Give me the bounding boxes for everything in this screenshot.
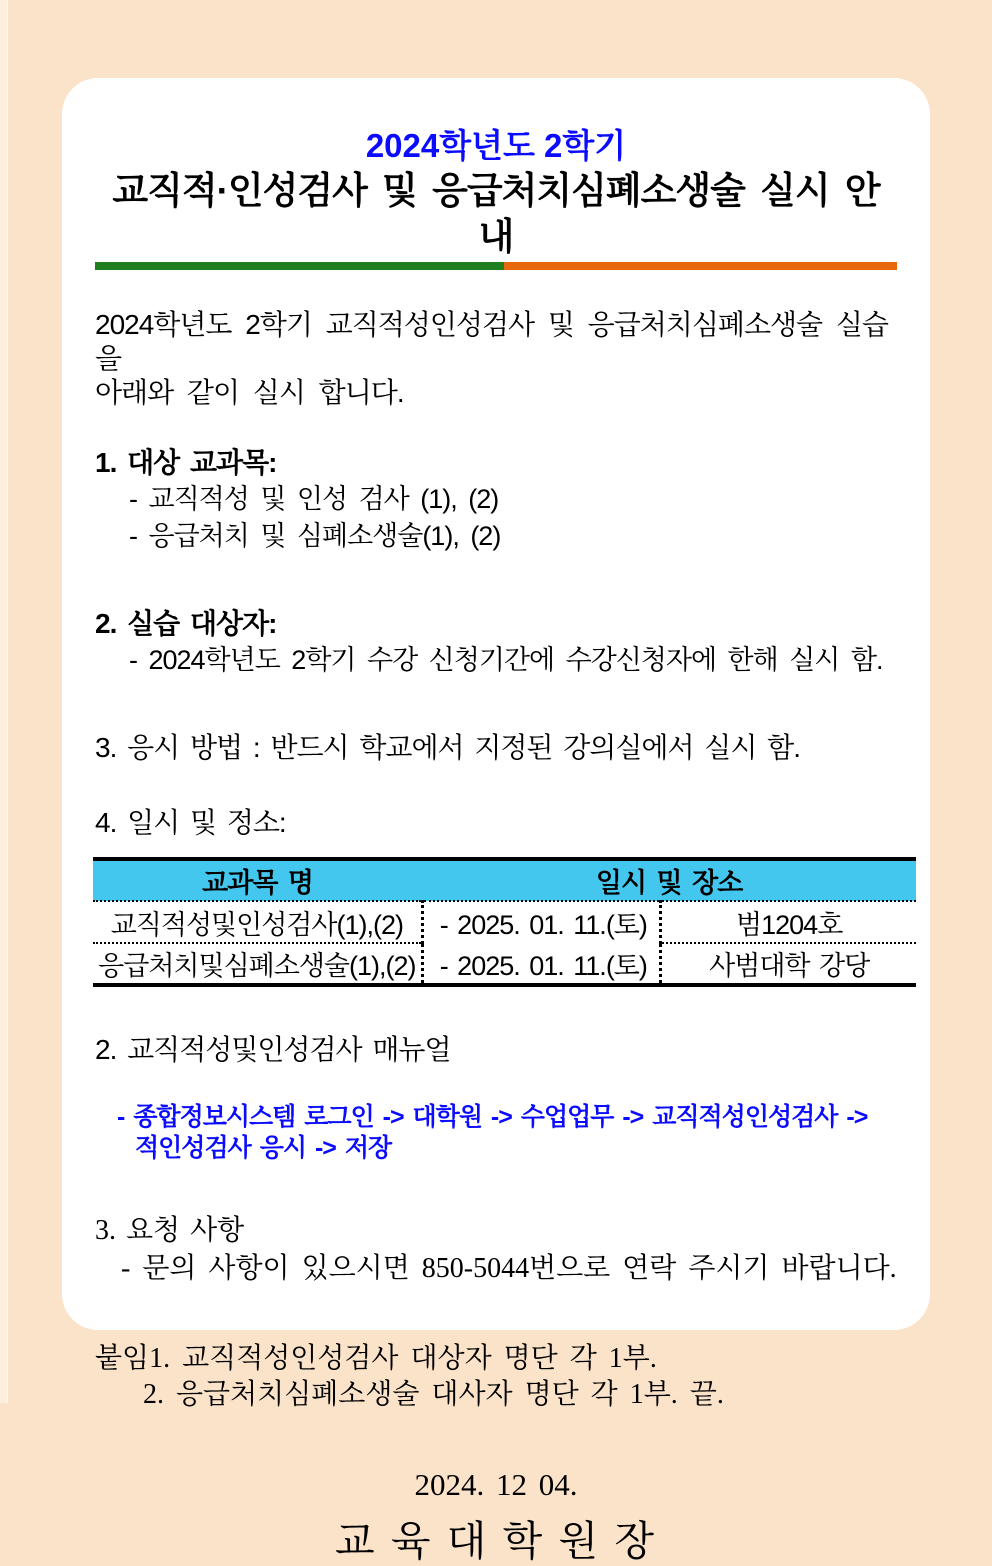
section-1-item-1: - 교직적성 및 인성 검사 (1), (2) — [129, 484, 499, 514]
request-item-1: - 문의 사항이 있으시면 850-5044번으로 연락 주시기 바랍니다. — [121, 1253, 897, 1284]
divider-green-segment — [95, 262, 504, 270]
section-1-heading: 1. 대상 교과목: — [95, 447, 277, 478]
schedule-table — [93, 857, 916, 987]
schedule-table-header-row — [93, 859, 916, 901]
footer-signer: 교 육 대 학 원 장 — [335, 1518, 657, 1564]
table-row — [93, 943, 916, 985]
notice-title: 교직적·인성검사 및 응급처치심폐소생술 실시 안내 — [112, 170, 880, 257]
datetime-cell: - 2025. 01. 11.(토) — [422, 901, 661, 943]
notice-content — [86, 126, 906, 1566]
datetime-cell: - 2025. 01. 11.(토) — [422, 943, 661, 985]
section-4-heading: 4. 일시 및 정소: — [95, 807, 286, 838]
footer-date: 2024. 12 04. — [414, 1467, 578, 1502]
intro-paragraph — [95, 308, 897, 410]
manual-path-block — [95, 1102, 897, 1164]
title-divider — [95, 262, 897, 270]
request-heading: 3. 요청 사항 — [95, 1215, 245, 1246]
attachment-line-1: 붙임1. 교직적성인성검사 대상자 명단 각 1부. — [95, 1343, 657, 1374]
page-edge-strip — [0, 0, 8, 1403]
table-row — [93, 901, 916, 943]
manual-path-line-2: 적인성검사 응시 -> 저장 — [135, 1134, 392, 1162]
table-header-subject: 교과목 명 — [93, 859, 422, 901]
manual-heading: 2. 교직적성및인성검사 매뉴얼 — [95, 1034, 451, 1065]
notice-card — [62, 78, 930, 1564]
place-cell: 범1204호 — [661, 901, 916, 943]
place-cell: 사범대학 강당 — [661, 943, 916, 985]
attachment-line-2: 2. 응급처치심폐소생술 대사자 명단 각 1부. 끝. — [143, 1379, 724, 1410]
notice-subtitle: 2024학년도 2학기 — [365, 127, 627, 164]
section-3-heading: 3. 응시 방법 : 반드시 학교에서 지정된 강의실에서 실시 함. — [95, 732, 800, 763]
table-header-datetime-place: 일시 및 장소 — [422, 859, 916, 901]
intro-line-2: 아래와 같이 실시 합니다. — [95, 377, 404, 408]
subject-cell: 교직적성및인성검사(1),(2) — [93, 901, 422, 943]
manual-path-line-1: - 종합정보시스템 로그인 -> 대학원 -> 수업업무 -> 교직적성인성검사 -> — [117, 1103, 868, 1131]
intro-line-1: 2024학년도 2학기 교직적성인성검사 및 응급처치심폐소생술 실습을 — [95, 309, 888, 374]
section-2-heading: 2. 실습 대상자: — [95, 608, 277, 639]
section-2-item-1: - 2024학년도 2학기 수강 신청기간에 수강신청자에 한해 실시 함. — [129, 645, 883, 675]
divider-orange-segment — [504, 262, 897, 270]
subject-cell: 응급처치및심폐소생술(1),(2) — [98, 951, 416, 981]
section-1-item-2: - 응급처치 및 심폐소생술(1), (2) — [129, 521, 501, 551]
